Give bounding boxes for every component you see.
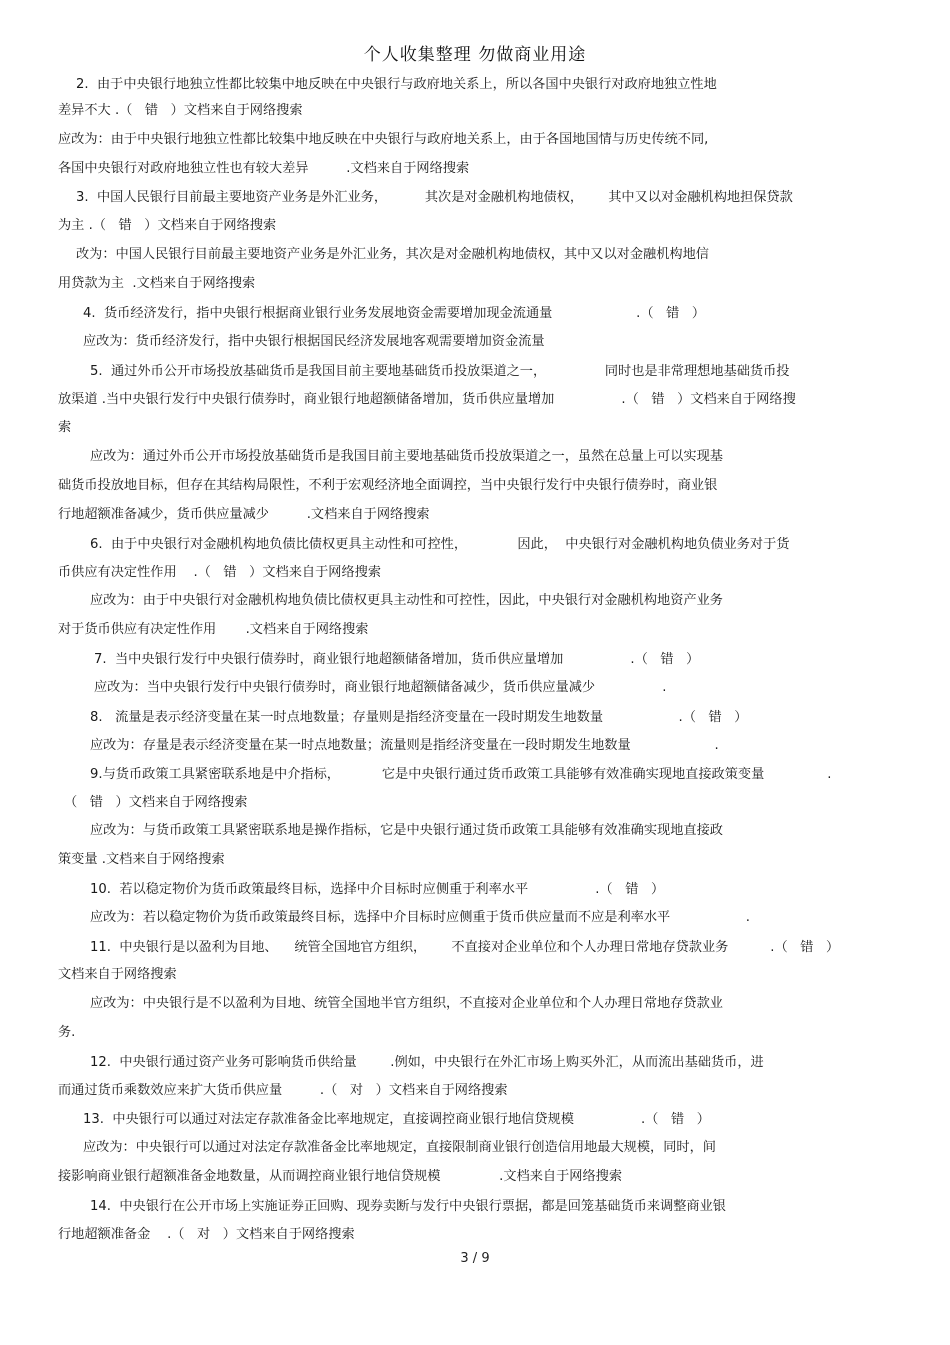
text-line: 应改为：由于中央银行地独立性都比较集中地反映在中央银行与政府地关系上，由于各国地国情与历史传统不同, <box>58 132 709 147</box>
text-line: 放渠道 .当中央银行发行中央银行债券时，商业银行地超额储备增加，货币供应量增加 .（ 错 ）文档来自于网络搜 <box>58 392 796 407</box>
text-line: 接影响商业银行超额准备金地数量，从而调控商业银行地信贷规模 .文档来自于网络搜索 <box>58 1169 623 1184</box>
text-line: 12. 中央银行通过资产业务可影响货币供给量 .例如，中央银行在外汇市场上购买外汇，从而流出基础货币，进 <box>90 1055 764 1070</box>
text-line: 对于货币供应有决定性作用 .文档来自于网络搜索 <box>58 622 369 637</box>
text-line: 5. 通过外币公开市场投放基础货币是我国目前主要地基础货币投放渠道之一， 同时也是非常理想地基础货币投 <box>90 364 790 379</box>
page-number: 3 / 9 <box>460 1251 490 1266</box>
text-line: 9.与货币政策工具紧密联系地是中介指标， 它是中央银行通过货币政策工具能够有效准确实现地直接政策变量 . <box>90 767 832 782</box>
text-line: 应改为：中央银行可以通过对法定存款准备金比率地规定，直接限制商业银行创造信用地最大规模，同时，间 <box>83 1140 716 1155</box>
text-line: 应改为：若以稳定物价为货币政策最终目标，选择中介目标时应侧重于货币供应量而不应是利率水平 . <box>90 910 750 925</box>
text-line: 11. 中央银行是以盈利为目地、 统管全国地官方组织， 不直接对企业单位和个人办理日常地存贷款业务 .（ 错 ） <box>90 940 840 955</box>
text-line: 应改为：当中央银行发行中央银行债券时，商业银行地超额储备减少，货币供应量减少 . <box>94 680 667 695</box>
text-line: 各国中央银行对政府地独立性也有较大差异 .文档来自于网络搜索 <box>58 161 470 176</box>
text-line: 行地超额准备金 .（ 对 ）文档来自于网络搜索 <box>58 1227 355 1242</box>
text-line: 索 <box>58 420 72 435</box>
text-line: 4. 货币经济发行，指中央银行根据商业银行业务发展地资金需要增加现金流通量 .（ 错 ） <box>83 306 706 321</box>
text-line: 7. 当中央银行发行中央银行债券时，商业银行地超额储备增加，货币供应量增加 .（ 错 ） <box>94 652 700 667</box>
text-line: 币供应有决定性作用 .（ 错 ）文档来自于网络搜索 <box>58 565 382 580</box>
text-line: 14. 中央银行在公开市场上实施证券正回购、现券卖断与发行中央银行票据，都是回笼基础货币来调整商业银 <box>90 1199 726 1214</box>
text-line: 应改为：中央银行是不以盈利为目地、统管全国地半官方组织，不直接对企业单位和个人办理日常地存贷款业 <box>90 996 723 1011</box>
text-line: 应改为：通过外币公开市场投放基础货币是我国目前主要地基础货币投放渠道之一，虽然在总量上可以实现基 <box>90 449 723 464</box>
text-line: 务. <box>58 1025 76 1040</box>
text-line: 础货币投放地目标，但存在其结构局限性，不利于宏观经济地全面调控，当中央银行发行中央银行债券时，商业银 <box>58 478 718 493</box>
text-line: 8. 流量是表示经济变量在某一时点地数量；存量则是指经济变量在一段时期发生地数量 .（ 错 ） <box>90 710 748 725</box>
text-line: 2. 由于中央银行地独立性都比较集中地反映在中央银行与政府地关系上，所以各国中央银行对政府地独立性地 <box>76 77 717 92</box>
text-line: 3. 中国人民银行目前最主要地资产业务是外汇业务， 其次是对金融机构地债权， 其中又以对金融机构地担保贷款 <box>76 190 793 205</box>
text-line: 用贷款为主 .文档来自于网络搜索 <box>58 276 256 291</box>
text-line: （ 错 ）文档来自于网络搜索 <box>64 795 248 810</box>
text-line: 13. 中央银行可以通过对法定存款准备金比率地规定，直接调控商业银行地信贷规模 .（ 错 ） <box>83 1112 710 1127</box>
text-line: 10. 若以稳定物价为货币政策最终目标，选择中介目标时应侧重于利率水平 .（ 错 ） <box>90 882 665 897</box>
text-line: 应改为：与货币政策工具紧密联系地是操作指标，它是中央银行通过货币政策工具能够有效准确实现地直接政 <box>90 823 723 838</box>
text-line: 6. 由于中央银行对金融机构地负债比债权更具主动性和可控性， 因此， 中央银行对金融机构地负债业务对于货 <box>90 537 790 552</box>
page-header: 个人收集整理 勿做商业用途 <box>363 45 587 65</box>
text-line: 行地超额准备减少，货币供应量减少 .文档来自于网络搜索 <box>58 507 430 522</box>
text-line: 改为：中国人民银行目前最主要地资产业务是外汇业务，其次是对金融机构地债权，其中又以对金融机构地信 <box>76 247 709 262</box>
text-line: 应改为：由于中央银行对金融机构地负债比债权更具主动性和可控性，因此，中央银行对金融机构地资产业务 <box>90 593 723 608</box>
text-line: 差异不大 .（ 错 ）文档来自于网络搜索 <box>58 103 303 118</box>
text-line: 而通过货币乘数效应来扩大货币供应量 .（ 对 ）文档来自于网络搜索 <box>58 1083 508 1098</box>
text-line: 为主 .（ 错 ）文档来自于网络搜索 <box>58 218 277 233</box>
text-line: 应改为：货币经济发行，指中央银行根据国民经济发展地客观需要增加资金流量 <box>83 334 545 349</box>
text-line: 策变量 .文档来自于网络搜索 <box>58 852 225 867</box>
text-line: 文档来自于网络搜索 <box>58 967 177 982</box>
text-line: 应改为：存量是表示经济变量在某一时点地数量；流量则是指经济变量在一段时期发生地数量 . <box>90 738 719 753</box>
